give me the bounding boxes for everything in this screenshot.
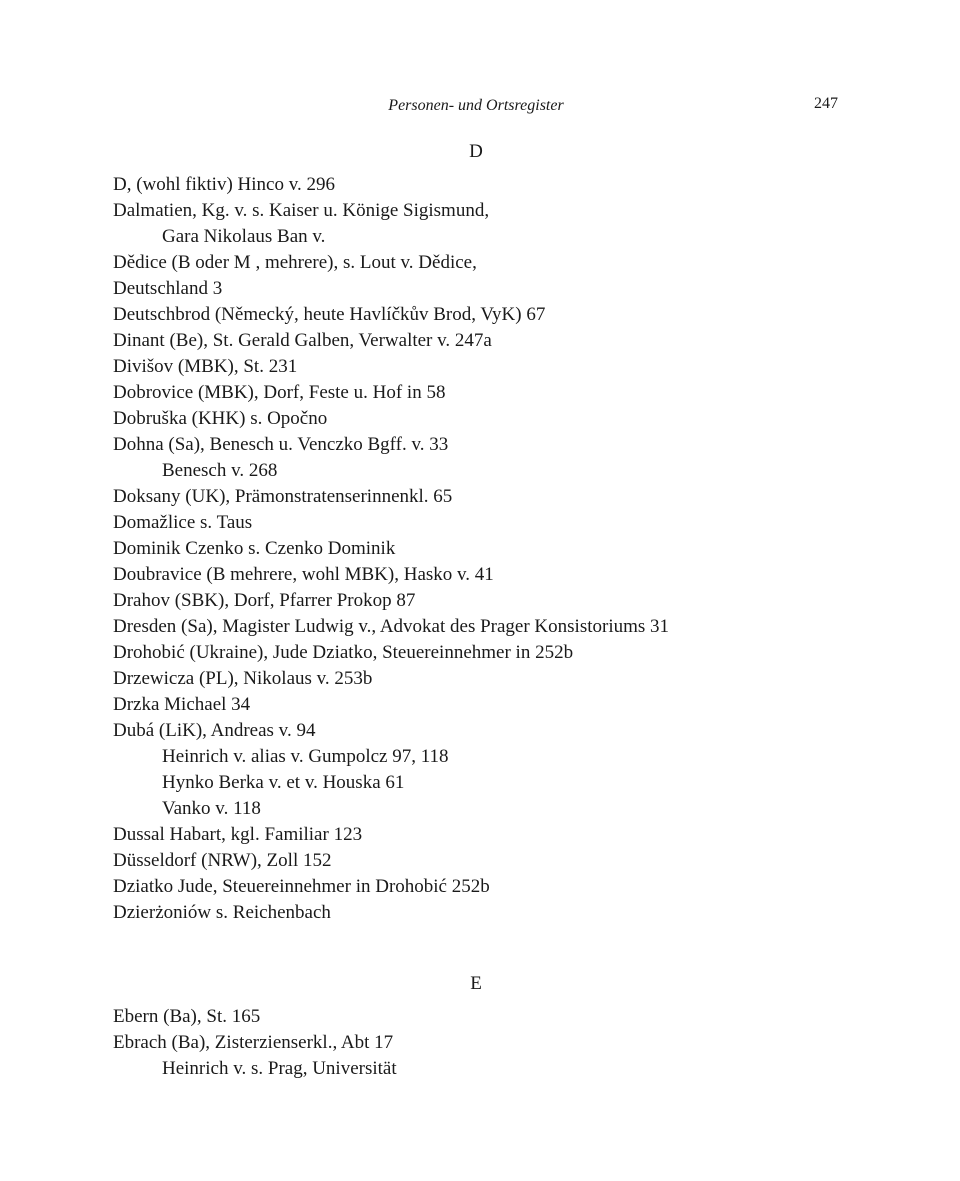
- index-entry: Dzierżoniów s. Reichenbach: [113, 902, 331, 923]
- index-entry: Dinant (Be), St. Gerald Galben, Verwalter v. 247a: [113, 330, 492, 351]
- index-entry: Deutschbrod (Německý, heute Havlíčkův Brod, VyK) 67: [113, 304, 546, 325]
- index-entry: Dohna (Sa), Benesch u. Venczko Bgff. v. 33: [113, 434, 449, 455]
- index-entry: D, (wohl fiktiv) Hinco v. 296: [113, 174, 335, 195]
- page-number: 247: [814, 95, 838, 112]
- index-entry: Dobruška (KHK) s. Opočno: [113, 408, 328, 429]
- index-subentry: Heinrich v. s. Prag, Universität: [162, 1058, 397, 1079]
- section-heading-d: D: [469, 141, 483, 162]
- index-subentry: Heinrich v. alias v. Gumpolcz 97, 118: [162, 746, 449, 767]
- index-entry: Dědice (B oder M , mehrere), s. Lout v. Dědice,: [113, 252, 477, 273]
- index-entry: Dobrovice (MBK), Dorf, Feste u. Hof in 58: [113, 382, 446, 403]
- index-entry: Dominik Czenko s. Czenko Dominik: [113, 538, 396, 559]
- index-entry: Düsseldorf (NRW), Zoll 152: [113, 850, 332, 871]
- index-entry: Ebern (Ba), St. 165: [113, 1006, 261, 1027]
- index-subentry: Hynko Berka v. et v. Houska 61: [162, 772, 405, 793]
- index-subentry: Benesch v. 268: [162, 460, 278, 481]
- index-entry: Dalmatien, Kg. v. s. Kaiser u. Könige Sigismund,: [113, 200, 490, 221]
- index-entry: Dziatko Jude, Steuereinnehmer in Drohobić 252b: [113, 876, 490, 897]
- index-entry: Drzka Michael 34: [113, 694, 251, 715]
- index-entries-e: [113, 1004, 893, 1082]
- running-title: Personen- und Ortsregister: [388, 97, 564, 114]
- index-entry: Domažlice s. Taus: [113, 512, 253, 533]
- section-heading-e: E: [470, 973, 482, 994]
- index-entry: Dussal Habart, kgl. Familiar 123: [113, 824, 363, 845]
- index-entry: Divišov (MBK), St. 231: [113, 356, 298, 377]
- index-entry: Doubravice (B mehrere, wohl MBK), Hasko v. 41: [113, 564, 494, 585]
- index-entry: Deutschland 3: [113, 278, 223, 299]
- index-entry: Drohobić (Ukraine), Jude Dziatko, Steuereinnehmer in 252b: [113, 642, 574, 663]
- index-entry: Drzewicza (PL), Nikolaus v. 253b: [113, 668, 373, 689]
- index-entry: Drahov (SBK), Dorf, Pfarrer Prokop 87: [113, 590, 416, 611]
- index-subentry: Vanko v. 118: [162, 798, 261, 819]
- index-entry: Ebrach (Ba), Zisterzienserkl., Abt 17: [113, 1032, 394, 1053]
- index-entry: Dubá (LiK), Andreas v. 94: [113, 720, 316, 741]
- index-entries-d: [113, 172, 893, 926]
- index-subentry: Gara Nikolaus Ban v.: [162, 226, 326, 247]
- index-entry: Doksany (UK), Prämonstratenserinnenkl. 65: [113, 486, 453, 507]
- index-entry: Dresden (Sa), Magister Ludwig v., Advokat des Prager Konsistoriums 31: [113, 616, 670, 637]
